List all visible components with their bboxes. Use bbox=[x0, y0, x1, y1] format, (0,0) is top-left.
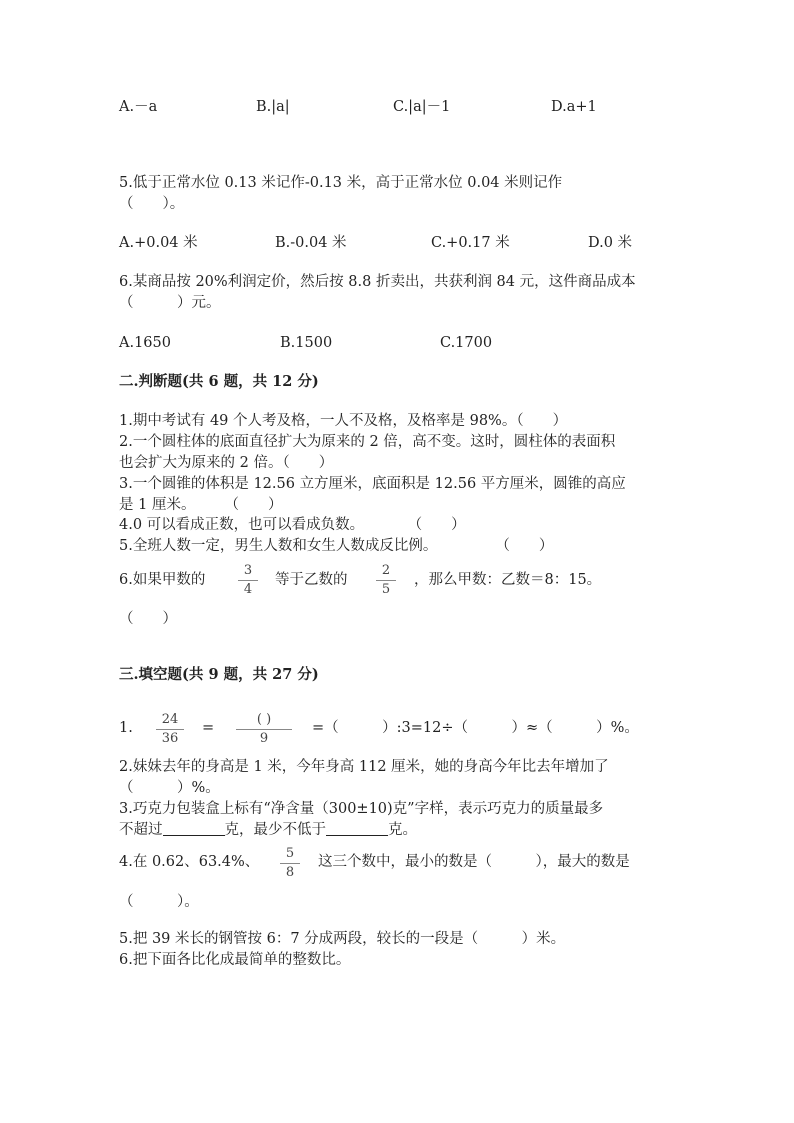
s2-q4: 4.0 可以看成正数，也可以看成负数。 （ ） bbox=[119, 517, 466, 533]
q4-option-d: D.a+1 bbox=[551, 99, 597, 115]
fraction-bar bbox=[280, 863, 300, 864]
s3-q2-line2: （ ）%。 bbox=[119, 780, 220, 796]
s2-q6-fraction-2 bbox=[376, 563, 396, 598]
fraction-numerator: 24 bbox=[161, 712, 179, 727]
s2-q5: 5.全班人数一定，男生人数和女生人数成反比例。 （ ） bbox=[119, 538, 554, 554]
s3-q3-line2 bbox=[119, 820, 417, 840]
q5-option-a: A.+0.04 米 bbox=[119, 235, 198, 251]
fraction-bar bbox=[238, 580, 258, 581]
s2-q2-line1: 2.一个圆柱体的底面直径扩大为原来的 2 倍，高不变。这时，圆柱体的表面积 bbox=[119, 434, 616, 450]
fraction-numerator: 3 bbox=[243, 563, 253, 578]
fraction-bar bbox=[236, 729, 292, 730]
fraction-numerator: ( ) bbox=[256, 712, 272, 727]
s3-q1-equals: = bbox=[202, 720, 215, 736]
q5-option-d: D.0 米 bbox=[588, 235, 633, 251]
q6-text-line1: 6.某商品按 20%利润定价，然后按 8.8 折卖出，共获利润 84 元，这件商品成本 bbox=[119, 274, 636, 290]
s3-q4-fraction bbox=[280, 846, 300, 881]
fraction-numerator: 2 bbox=[381, 563, 391, 578]
fraction-denominator: 8 bbox=[285, 865, 295, 880]
answer-blank-1[interactable] bbox=[163, 821, 225, 836]
q6-option-a: A.1650 bbox=[119, 335, 171, 351]
s3-q1-prefix: 1. bbox=[119, 720, 133, 736]
s3-q4-suffix: 这三个数中，最小的数是（ ），最大的数是 bbox=[318, 854, 630, 870]
q5-text-line1: 5.低于正常水位 0.13 米记作-0.13 米，高于正常水位 0.04 米则记作 bbox=[119, 175, 563, 191]
s3-q1-fraction-1 bbox=[156, 712, 184, 747]
q6-option-c: C.1700 bbox=[440, 335, 493, 351]
s2-q6-fraction-1 bbox=[238, 563, 258, 598]
s2-q1: 1.期中考试有 49 个人考及格，一人不及格，及格率是 98%。（ ） bbox=[119, 413, 568, 429]
s3-q4-prefix: 4.在 0.62、63.4%、 bbox=[119, 854, 260, 870]
q4-option-c: C.|a|－1 bbox=[393, 99, 451, 115]
fraction-denominator: 36 bbox=[161, 731, 179, 746]
q6-option-b: B.1500 bbox=[280, 335, 333, 351]
s2-q6-mid: 等于乙数的 bbox=[275, 572, 348, 588]
s2-q3-line1: 3.一个圆锥的体积是 12.56 立方厘米，底面积是 12.56 平方厘米，圆锥的高应 bbox=[119, 476, 626, 492]
fraction-denominator: 4 bbox=[243, 582, 253, 597]
fraction-bar bbox=[376, 580, 396, 581]
s3-q1-rest: =（ ）:3=12÷（ ）≈（ ）%。 bbox=[312, 720, 639, 736]
section2-heading: 二.判断题(共 6 题，共 12 分) bbox=[119, 373, 319, 390]
fraction-bar bbox=[156, 729, 184, 730]
q4-option-b: B.|a| bbox=[256, 99, 290, 115]
s3-q3-line1: 3.巧克力包装盒上标有“净含量（300±10)克”字样，表示巧克力的质量最多 bbox=[119, 801, 604, 817]
s2-q6-paren: （ ） bbox=[119, 611, 177, 627]
s3-q3-text-b: 克，最少不低于 bbox=[224, 822, 326, 838]
q5-option-c: C.+0.17 米 bbox=[431, 235, 510, 251]
s2-q2-line2: 也会扩大为原来的 2 倍。（ ） bbox=[119, 455, 334, 471]
s3-q3-text-a: 不超过 bbox=[119, 822, 163, 838]
section3-heading: 三.填空题(共 9 题，共 27 分) bbox=[119, 666, 319, 683]
q6-text-line2: （ ）元。 bbox=[119, 295, 221, 311]
s3-q6: 6.把下面各比化成最简单的整数比。 bbox=[119, 952, 351, 968]
s3-q2-line1: 2.妹妹去年的身高是 1 米，今年身高 112 厘米，她的身高今年比去年增加了 bbox=[119, 759, 609, 775]
q5-option-b: B.-0.04 米 bbox=[275, 235, 347, 251]
fraction-numerator: 5 bbox=[285, 846, 295, 861]
s2-q3-line2: 是 1 厘米。 （ ） bbox=[119, 497, 283, 513]
s3-q3-text-c: 克。 bbox=[388, 822, 417, 838]
q5-text-line2: （ ）。 bbox=[119, 196, 185, 212]
s2-q6-suffix: ，那么甲数：乙数＝8：15。 bbox=[414, 572, 602, 588]
s2-q6-prefix: 6.如果甲数的 bbox=[119, 572, 206, 588]
q4-option-a: A.－a bbox=[119, 99, 158, 115]
s3-q5: 5.把 39 米长的钢管按 6：7 分成两段，较长的一段是（ ）米。 bbox=[119, 931, 566, 947]
fraction-denominator: 9 bbox=[259, 731, 269, 746]
fraction-denominator: 5 bbox=[381, 582, 391, 597]
answer-blank-2[interactable] bbox=[326, 821, 388, 836]
s3-q4-paren: （ ）。 bbox=[119, 894, 199, 910]
s3-q1-fraction-2 bbox=[236, 712, 292, 747]
